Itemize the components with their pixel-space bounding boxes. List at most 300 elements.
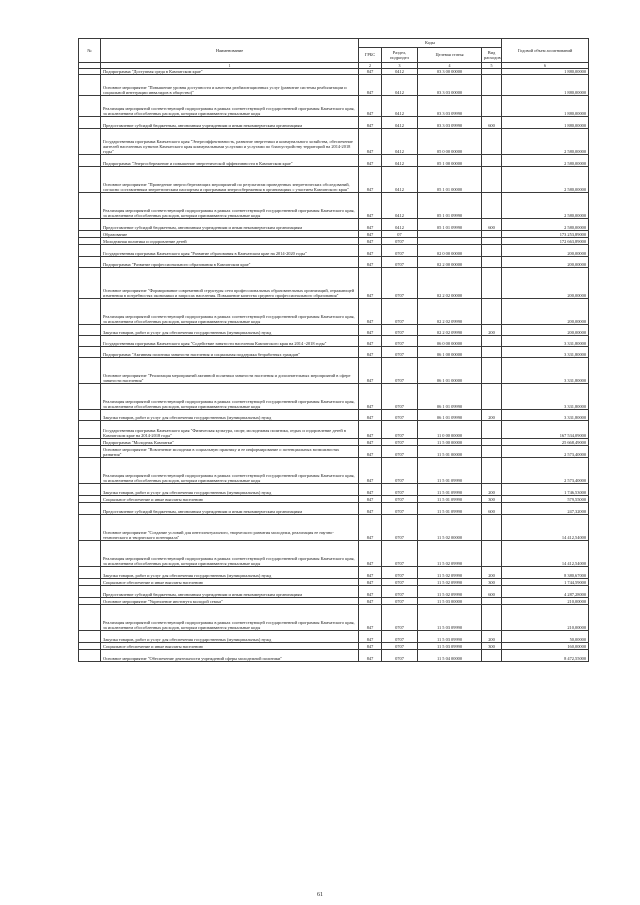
cell-target-article: 02 2 02 09990	[418, 299, 482, 325]
cell-section: 0412	[382, 193, 418, 219]
cell-name: Социальное обеспечение и иные выплаты населению	[101, 579, 359, 586]
cell-grbs: 847	[359, 193, 382, 219]
cell-expense-type	[482, 193, 502, 219]
cell-name: Образование	[101, 231, 359, 238]
table-row	[79, 598, 589, 605]
table-row	[79, 567, 589, 579]
table-row	[79, 219, 589, 231]
cell-section: 0412	[382, 167, 418, 193]
cell-name: Молодежная политика и оздоровление детей	[101, 238, 359, 245]
cell-target-article	[418, 231, 482, 238]
table-row	[79, 586, 589, 598]
cell-grbs: 847	[359, 605, 382, 631]
cell-target-article: 11 5 03 09990	[418, 605, 482, 631]
cell-amount: 3 331,80000	[502, 410, 589, 421]
cell-num	[79, 219, 101, 231]
cell-expense-type: 200	[482, 410, 502, 421]
cell-section: 0412	[382, 69, 418, 75]
header-name: Наименование	[101, 39, 359, 63]
cell-name: Реализация мероприятий соответствующей подпрограммы в рамках соответствующей государственной программы Камчатского края, за исключением обособленных расходов, которым присваиваются уникальные коды	[101, 458, 359, 484]
cell-num	[79, 541, 101, 567]
cell-section: 0707	[382, 579, 418, 586]
cell-amount: 172 663,89000	[502, 238, 589, 245]
cell-expense-type	[482, 238, 502, 245]
cell-target-article: 03 3 00 00000	[418, 69, 482, 75]
index-cell: 6	[502, 63, 589, 69]
cell-name: Предоставление субсидий бюджетным, автономным учреждениям и иным некоммерческим организациям	[101, 503, 359, 515]
table-row	[79, 458, 589, 484]
index-cell: 3	[382, 63, 418, 69]
cell-num	[79, 117, 101, 129]
cell-num	[79, 446, 101, 458]
cell-grbs: 847	[359, 257, 382, 268]
cell-section: 0707	[382, 238, 418, 245]
cell-amount: 167 534,09000	[502, 421, 589, 439]
cell-section: 0707	[382, 605, 418, 631]
table-row	[79, 336, 589, 347]
cell-amount: 200,00000	[502, 299, 589, 325]
cell-amount: 173 253,89000	[502, 231, 589, 238]
cell-num	[79, 358, 101, 384]
cell-num	[79, 579, 101, 586]
cell-expense-type	[482, 336, 502, 347]
cell-grbs: 847	[359, 384, 382, 410]
table-row	[79, 268, 589, 299]
cell-expense-type: 300	[482, 579, 502, 586]
cell-section: 0707	[382, 643, 418, 650]
table-row	[79, 446, 589, 458]
cell-target-article: 11 5 01 09990	[418, 484, 482, 496]
cell-expense-type	[482, 257, 502, 268]
table-row	[79, 643, 589, 650]
cell-target-article: 11 5 01 09990	[418, 503, 482, 515]
cell-target-article: 03 3 03 09990	[418, 117, 482, 129]
cell-target-article: 11 5 01 09990	[418, 458, 482, 484]
cell-target-article	[418, 238, 482, 245]
cell-num	[79, 484, 101, 496]
cell-section: 0707	[382, 325, 418, 336]
cell-expense-type: 200	[482, 567, 502, 579]
cell-expense-type: 600	[482, 117, 502, 129]
cell-amount: 25 668,49000	[502, 439, 589, 446]
cell-grbs: 847	[359, 299, 382, 325]
cell-target-article: 06 1 01 09990	[418, 384, 482, 410]
cell-grbs: 847	[359, 129, 382, 155]
cell-section: 0707	[382, 299, 418, 325]
cell-amount: 200,00000	[502, 245, 589, 257]
index-cell: 4	[418, 63, 482, 69]
table-row	[79, 650, 589, 662]
cell-target-article: 11 5 02 09990	[418, 567, 482, 579]
cell-target-article: 11 0 00 00000	[418, 421, 482, 439]
table-row	[79, 631, 589, 643]
cell-expense-type: 200	[482, 484, 502, 496]
cell-name: Государственная программа Камчатского края "Энергоэффективность, развитие энергетики и коммунального хозяйства, обеспечение жителей населенных пунктов Камчатского края коммунальными услугами и услугами по благоустройству территорий на 2014-2018 годы"	[101, 129, 359, 155]
cell-name: Основное мероприятие "Реализация мероприятий активной политики занятости населения и дополнительных мероприятий в сфере занятости населения"	[101, 358, 359, 384]
cell-target-article: 06 0 00 00000	[418, 336, 482, 347]
cell-target-article: 05 0 00 00000	[418, 129, 482, 155]
table-row	[79, 155, 589, 167]
cell-expense-type	[482, 96, 502, 117]
cell-num	[79, 347, 101, 358]
cell-section: 0707	[382, 598, 418, 605]
cell-section: 0707	[382, 586, 418, 598]
cell-amount: 3 331,80000	[502, 347, 589, 358]
cell-num	[79, 155, 101, 167]
cell-amount: 210,00000	[502, 598, 589, 605]
cell-num	[79, 245, 101, 257]
cell-expense-type	[482, 515, 502, 541]
cell-grbs: 847	[359, 458, 382, 484]
cell-expense-type	[482, 446, 502, 458]
index-cell: 2	[359, 63, 382, 69]
cell-grbs: 847	[359, 347, 382, 358]
cell-amount: 2 580,00000	[502, 219, 589, 231]
cell-section: 0707	[382, 458, 418, 484]
cell-amount: 3 331,80000	[502, 384, 589, 410]
cell-num	[79, 586, 101, 598]
cell-expense-type: 600	[482, 586, 502, 598]
cell-num	[79, 605, 101, 631]
table-row	[79, 384, 589, 410]
table-row	[79, 325, 589, 336]
cell-expense-type	[482, 75, 502, 96]
cell-target-article: 11 5 02 09990	[418, 586, 482, 598]
header-section: Раздел, подраздел	[382, 48, 418, 63]
cell-name: Социальное обеспечение и иные выплаты населению	[101, 643, 359, 650]
table-row	[79, 579, 589, 586]
cell-name: Подпрограмма "Активная политика занятости населения и социальная поддержка безработных граждан"	[101, 347, 359, 358]
cell-num	[79, 631, 101, 643]
cell-section: 0707	[382, 336, 418, 347]
table-row	[79, 238, 589, 245]
cell-amount: 1 880,00000	[502, 117, 589, 129]
cell-num	[79, 384, 101, 410]
cell-target-article: 02 2 02 09990	[418, 325, 482, 336]
cell-num	[79, 643, 101, 650]
table-row	[79, 515, 589, 541]
cell-grbs: 847	[359, 439, 382, 446]
cell-expense-type	[482, 598, 502, 605]
header-target-article: Целевая статья	[418, 48, 482, 63]
table-row	[79, 167, 589, 193]
header-expense-type: Вид расходов	[482, 48, 502, 63]
table-row	[79, 299, 589, 325]
cell-num	[79, 503, 101, 515]
cell-amount: 1 880,00000	[502, 75, 589, 96]
cell-name: Подпрограмма "Молодежь Камчатки"	[101, 439, 359, 446]
cell-target-article: 05 1 01 09990	[418, 193, 482, 219]
table-row	[79, 347, 589, 358]
table-row	[79, 96, 589, 117]
cell-expense-type	[482, 384, 502, 410]
cell-section: 0707	[382, 384, 418, 410]
cell-name: Основное мероприятие "Обеспечение деятельности учреждений сферы молодежной политики"	[101, 650, 359, 662]
cell-name: Основное мероприятие "Проведение энергосберегающих мероприятий по результатам проведенных энергетических обследований, согласно составленным энергетическим паспортам и программам энергосбережения в организациях с участием Камчатского края"	[101, 167, 359, 193]
cell-amount: 200,00000	[502, 325, 589, 336]
cell-name: Реализация мероприятий соответствующей подпрограммы в рамках соответствующей государственной программы Камчатского края, за исключением обособленных расходов, которым присваиваются уникальные коды	[101, 193, 359, 219]
table-body	[79, 69, 589, 662]
cell-grbs: 847	[359, 541, 382, 567]
budget-table	[78, 38, 589, 662]
cell-expense-type	[482, 439, 502, 446]
cell-name: Реализация мероприятий соответствующей подпрограммы в рамках соответствующей государственной программы Камчатского края, за исключением обособленных расходов, которым присваиваются уникальные коды	[101, 96, 359, 117]
cell-section: 0707	[382, 496, 418, 503]
cell-grbs: 847	[359, 155, 382, 167]
cell-num	[79, 268, 101, 299]
cell-amount: 8 380,67000	[502, 567, 589, 579]
cell-name: Основное мероприятие "Создание условий для интеллектуального, творческого развития молодежи, реализация ее научно-технического и творческого потенциала"	[101, 515, 359, 541]
cell-num	[79, 496, 101, 503]
cell-expense-type: 300	[482, 496, 502, 503]
table-row	[79, 257, 589, 268]
cell-name: Закупка товаров, работ и услуг для обеспечения государственных (муниципальных) нужд	[101, 567, 359, 579]
cell-expense-type	[482, 458, 502, 484]
cell-name: Основное мероприятие "Вовлечение молодежи в социальную практику и ее информирование о потенциальных возможностях развития"	[101, 446, 359, 458]
table-row	[79, 75, 589, 96]
index-cell: 5	[482, 63, 502, 69]
cell-target-article: 02 0 00 00000	[418, 245, 482, 257]
cell-amount: 160,00000	[502, 643, 589, 650]
cell-target-article: 06 1 00 00000	[418, 347, 482, 358]
cell-target-article: 11 5 00 00000	[418, 439, 482, 446]
cell-name: Социальное обеспечение и иные выплаты населению	[101, 496, 359, 503]
cell-section: 0707	[382, 268, 418, 299]
cell-grbs: 847	[359, 75, 382, 96]
cell-amount: 200,00000	[502, 268, 589, 299]
cell-name: Подпрограмма "Развитие профессионального образования в Камчатском крае"	[101, 257, 359, 268]
cell-expense-type	[482, 650, 502, 662]
cell-section: 0707	[382, 257, 418, 268]
cell-section: 0707	[382, 515, 418, 541]
cell-amount: 200,00000	[502, 257, 589, 268]
cell-grbs: 847	[359, 336, 382, 347]
cell-num	[79, 325, 101, 336]
cell-name: Предоставление субсидий бюджетным, автономным учреждениям и иным некоммерческим организациям	[101, 117, 359, 129]
cell-num	[79, 75, 101, 96]
cell-num	[79, 167, 101, 193]
cell-num	[79, 650, 101, 662]
cell-amount: 50,00000	[502, 631, 589, 643]
cell-name: Реализация мероприятий соответствующей подпрограммы в рамках соответствующей государственной программы Камчатского края, за исключением обособленных расходов, которым присваиваются уникальные коды	[101, 541, 359, 567]
cell-expense-type	[482, 299, 502, 325]
cell-expense-type	[482, 541, 502, 567]
cell-name: Предоставление субсидий бюджетным, автономным учреждениям и иным некоммерческим организациям	[101, 219, 359, 231]
table-row	[79, 421, 589, 439]
cell-num	[79, 238, 101, 245]
table-row	[79, 503, 589, 515]
table-row	[79, 484, 589, 496]
cell-amount: 210,00000	[502, 605, 589, 631]
cell-grbs: 847	[359, 245, 382, 257]
cell-expense-type: 300	[482, 643, 502, 650]
cell-target-article: 02 2 00 00000	[418, 257, 482, 268]
cell-section: 0707	[382, 347, 418, 358]
cell-section: 0707	[382, 631, 418, 643]
cell-name: Основное мероприятие "Укрепление института молодой семьи"	[101, 598, 359, 605]
cell-grbs: 847	[359, 650, 382, 662]
cell-amount: 1 880,00000	[502, 69, 589, 75]
cell-name: Основное мероприятие "Формирование современной структуры сети профессиональных образовательных организаций, отражающей изменения в потребностях экономики и запросах населения. Повышение качества среднего профессионального образования"	[101, 268, 359, 299]
cell-grbs: 847	[359, 515, 382, 541]
table-row	[79, 231, 589, 238]
header-number: №	[79, 39, 101, 63]
cell-name: Закупка товаров, работ и услуг для обеспечения государственных (муниципальных) нужд	[101, 484, 359, 496]
cell-amount: 579,55000	[502, 496, 589, 503]
cell-name: Предоставление субсидий бюджетным, автономным учреждениям и иным некоммерческим организациям	[101, 586, 359, 598]
cell-name: Основное мероприятие "Повышение уровня доступности и качества реабилитационных услуг (развитие системы реабилитации и социальной интеграции инвалидов в общество)"	[101, 75, 359, 96]
cell-target-article: 11 5 01 09990	[418, 496, 482, 503]
cell-expense-type	[482, 129, 502, 155]
cell-target-article: 11 5 02 09990	[418, 541, 482, 567]
table-row	[79, 439, 589, 446]
cell-amount: 247,32000	[502, 503, 589, 515]
cell-section: 0412	[382, 155, 418, 167]
cell-target-article: 03 3 03 00000	[418, 75, 482, 96]
cell-section: 0412	[382, 219, 418, 231]
cell-amount: 2 580,00000	[502, 167, 589, 193]
cell-amount: 1 746,53000	[502, 484, 589, 496]
cell-grbs: 847	[359, 484, 382, 496]
cell-section: 0707	[382, 421, 418, 439]
table-header	[79, 39, 589, 69]
cell-amount: 14 412,54000	[502, 541, 589, 567]
table-row	[79, 117, 589, 129]
cell-grbs: 847	[359, 69, 382, 75]
cell-section: 0707	[382, 446, 418, 458]
cell-amount: 1 744,59000	[502, 579, 589, 586]
cell-grbs: 847	[359, 567, 382, 579]
cell-num	[79, 439, 101, 446]
cell-section: 0707	[382, 484, 418, 496]
cell-expense-type	[482, 347, 502, 358]
cell-grbs: 847	[359, 238, 382, 245]
cell-target-article: 11 5 03 09990	[418, 643, 482, 650]
cell-section: 0707	[382, 650, 418, 662]
cell-amount: 2 580,00000	[502, 155, 589, 167]
cell-expense-type	[482, 155, 502, 167]
cell-expense-type: 600	[482, 219, 502, 231]
cell-target-article: 05 1 00 00000	[418, 155, 482, 167]
cell-section: 0412	[382, 117, 418, 129]
cell-num	[79, 193, 101, 219]
cell-grbs: 847	[359, 358, 382, 384]
cell-grbs: 847	[359, 325, 382, 336]
cell-section: 0412	[382, 129, 418, 155]
cell-target-article: 11 5 02 00000	[418, 515, 482, 541]
cell-section: 0412	[382, 75, 418, 96]
cell-grbs: 847	[359, 117, 382, 129]
cell-expense-type	[482, 167, 502, 193]
cell-expense-type	[482, 245, 502, 257]
cell-target-article: 11 5 04 00000	[418, 650, 482, 662]
cell-section: 0707	[382, 245, 418, 257]
cell-target-article: 05 1 01 00000	[418, 167, 482, 193]
cell-grbs: 847	[359, 231, 382, 238]
cell-num	[79, 336, 101, 347]
cell-section: 07	[382, 231, 418, 238]
cell-grbs: 847	[359, 631, 382, 643]
cell-amount: 2 580,00000	[502, 129, 589, 155]
cell-num	[79, 567, 101, 579]
cell-section: 0412	[382, 96, 418, 117]
cell-grbs: 847	[359, 643, 382, 650]
cell-expense-type	[482, 421, 502, 439]
cell-amount: 2 573,40000	[502, 458, 589, 484]
cell-amount: 3 331,80000	[502, 358, 589, 384]
cell-grbs: 847	[359, 421, 382, 439]
cell-name: Реализация мероприятий соответствующей подпрограммы в рамках соответствующей государственной программы Камчатского края, за исключением обособленных расходов, которым присваиваются уникальные коды	[101, 384, 359, 410]
cell-name: Закупка товаров, работ и услуг для обеспечения государственных (муниципальных) нужд	[101, 325, 359, 336]
cell-target-article: 11 5 01 00000	[418, 446, 482, 458]
cell-target-article: 11 5 03 00000	[418, 598, 482, 605]
cell-target-article: 02 2 02 00000	[418, 268, 482, 299]
table-row	[79, 541, 589, 567]
cell-target-article: 11 5 03 09990	[418, 631, 482, 643]
cell-num	[79, 299, 101, 325]
cell-num	[79, 410, 101, 421]
cell-expense-type	[482, 605, 502, 631]
cell-name: Подпрограмма "Доступная среда в Камчатском крае"	[101, 69, 359, 75]
cell-name: Реализация мероприятий соответствующей подпрограммы в рамках соответствующей государственной программы Камчатского края, за исключением обособленных расходов, которым присваиваются уникальные коды	[101, 299, 359, 325]
cell-num	[79, 421, 101, 439]
cell-name: Подпрограмма "Энергосбережение и повышение энергетической эффективности в Камчатском крае"	[101, 155, 359, 167]
cell-amount: 3 331,80000	[502, 336, 589, 347]
cell-name: Реализация мероприятий соответствующей подпрограммы в рамках соответствующей государственной программы Камчатского края, за исключением обособленных расходов, которым присваиваются уникальные коды	[101, 605, 359, 631]
header-grbs: ГРБС	[359, 48, 382, 63]
cell-target-article: 03 3 03 09990	[418, 96, 482, 117]
cell-grbs: 847	[359, 96, 382, 117]
table-row	[79, 245, 589, 257]
cell-target-article: 05 1 01 09990	[418, 219, 482, 231]
cell-num	[79, 598, 101, 605]
cell-section: 0707	[382, 503, 418, 515]
cell-name: Государственная программа Камчатского края "Содействие занятости населения Камчатского края на 2014 -2018 годы"	[101, 336, 359, 347]
cell-amount: 2 573,40000	[502, 446, 589, 458]
cell-name: Государственная программа Камчатского края "Физическая культура, спорт, молодежная политика, отдых и оздоровление детей в Камчатском крае на 2014-2018 годы"	[101, 421, 359, 439]
cell-section: 0707	[382, 358, 418, 384]
cell-section: 0707	[382, 567, 418, 579]
cell-grbs: 847	[359, 586, 382, 598]
cell-section: 0707	[382, 541, 418, 567]
cell-grbs: 847	[359, 268, 382, 299]
cell-name: Закупка товаров, работ и услуг для обеспечения государственных (муниципальных) нужд	[101, 410, 359, 421]
cell-expense-type	[482, 231, 502, 238]
cell-amount: 4 287,28000	[502, 586, 589, 598]
cell-amount: 2 580,00000	[502, 193, 589, 219]
cell-section: 0707	[382, 410, 418, 421]
cell-num	[79, 129, 101, 155]
cell-grbs: 847	[359, 446, 382, 458]
cell-num	[79, 458, 101, 484]
cell-num	[79, 515, 101, 541]
cell-grbs: 847	[359, 496, 382, 503]
cell-num	[79, 231, 101, 238]
cell-name: Закупка товаров, работ и услуг для обеспечения государственных (муниципальных) нужд	[101, 631, 359, 643]
cell-target-article: 06 1 01 09990	[418, 410, 482, 421]
cell-expense-type	[482, 358, 502, 384]
cell-grbs: 847	[359, 410, 382, 421]
cell-amount: 14 412,54000	[502, 515, 589, 541]
table-row	[79, 496, 589, 503]
cell-grbs: 847	[359, 579, 382, 586]
cell-expense-type: 200	[482, 631, 502, 643]
header-annual-sum: Годовой объем ассигнований	[502, 39, 589, 63]
table-row	[79, 129, 589, 155]
cell-num	[79, 257, 101, 268]
cell-expense-type	[482, 268, 502, 299]
cell-grbs: 847	[359, 167, 382, 193]
